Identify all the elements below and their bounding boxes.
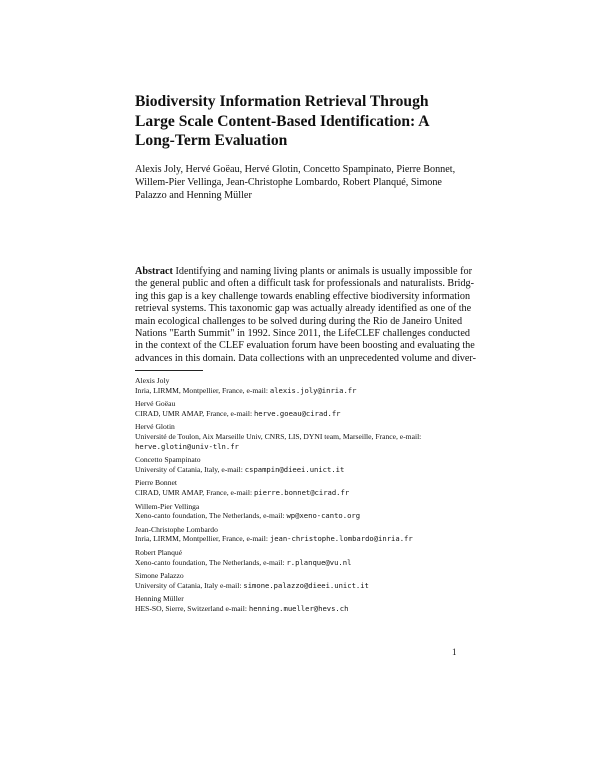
abstract-line: the general public and often a difficult task for professionals and naturalists. Bridg- [135,278,475,290]
affiliation-email[interactable]: pierre.bonnet@cirad.fr [253,487,350,497]
affiliation-email[interactable]: wp@xeno-canto.org [286,511,361,521]
affiliation-institution: Inria, LIRMM, Montpellier, France, e-mail: [135,534,270,544]
affiliation-detail [135,558,460,568]
abstract [135,266,476,365]
affiliation-item [135,376,460,395]
affiliation-item [135,399,460,418]
affiliation-name: Simone Palazzo [135,571,184,581]
author-line: Palazzo and Henning Müller [135,189,252,201]
affiliation-item [135,571,460,590]
affiliation-name: Concetto Spampinato [135,455,201,465]
affiliation-list [135,376,460,617]
affiliation-email[interactable]: simone.palazzo@dieei.unict.it [243,580,369,590]
footnote-rule [135,370,203,371]
affiliation-name: Willem-Pier Vellinga [135,501,200,511]
abstract-first-line [135,266,473,278]
affiliation-name: Hervé Glotin [135,422,175,432]
title-line: Biodiversity Information Retrieval Through [135,93,429,110]
affiliation-name: Henning Müller [135,594,184,604]
page-number: 1 [452,647,457,657]
abstract-line: main ecological challenges to be solved during during the Rio de Janeiro United [135,315,463,327]
author-line: Willem-Pier Vellinga, Jean-Christophe Lombardo, Robert Planqué, Simone [135,176,442,188]
affiliation-item [135,502,460,521]
affiliation-email[interactable]: jean-christophe.lombardo@inria.fr [269,534,413,544]
affiliation-detail [135,604,460,614]
title-line: Long-Term Evaluation [135,132,288,149]
abstract-label: Abstract [135,266,173,277]
affiliation-detail [135,581,460,591]
affiliation-item [135,478,460,497]
affiliation-detail [135,511,460,521]
affiliation-detail [135,488,460,498]
affiliation-name: Jean-Christophe Lombardo [135,524,218,534]
affiliation-institution: Université de Toulon, Aix Marseille Univ, CNRS, LIS, DYNI team, Marseille, France, e-mail: [135,431,422,441]
affiliation-name: Robert Planqué [135,547,183,557]
affiliation-institution: Xeno-canto foundation, The Netherlands, e-mail: [135,511,287,521]
abstract-line: ing this gap is a key challenge towards enabling effective biodiversity information [135,290,471,302]
abstract-line: Nations "Earth Summit" in 1992. Since 2011, the LifeCLEF challenges conducted [135,328,471,340]
affiliation-name: Alexis Joly [135,376,170,385]
affiliation-item [135,455,460,474]
affiliation-email[interactable]: r.planque@vu.nl [286,557,352,567]
affiliation-email[interactable]: herve.glotin@univ-tln.fr [135,441,239,451]
affiliation-email[interactable]: cspampin@dieei.unict.it [244,464,345,474]
affiliation-institution: University of Catania, Italy e-mail: [135,580,244,590]
affiliation-detail [135,409,460,419]
affiliation-institution: CIRAD, UMR AMAP, France, e-mail: [135,408,254,418]
abstract-line: advances in this domain. Data collections with an unprecedented volume and diver- [135,352,476,364]
affiliation-detail [135,534,460,544]
affiliation-institution: CIRAD, UMR AMAP, France, e-mail: [135,487,254,497]
affiliation-institution: University of Catania, Italy, e-mail: [135,464,245,474]
affiliation-institution: Inria, LIRMM, Montpellier, France, e-mail: [135,385,270,395]
affiliation-institution: Xeno-canto foundation, The Netherlands, e-mail: [135,557,287,567]
paper-title [135,92,465,151]
affiliation-email[interactable]: henning.mueller@hevs.ch [248,603,349,613]
affiliation-institution: HES-SO, Sierre, Switzerland e-mail: [135,603,249,613]
title-line: Large Scale Content-Based Identification: A [135,112,430,130]
abstract-line: in the context of the CLEF evaluation forum have been boosting and evaluating the [135,340,475,352]
affiliation-item [135,594,460,613]
affiliation-name: Pierre Bonnet [135,478,177,488]
affiliation-detail [135,465,460,475]
affiliation-item [135,525,460,544]
affiliation-detail [135,386,460,396]
author-list [135,164,465,202]
affiliation-name: Hervé Goëau [135,399,176,409]
affiliation-email[interactable]: herve.goeau@cirad.fr [253,408,341,418]
abstract-text: Identifying and naming living plants or animals is usually impossible for [175,266,473,277]
abstract-line: retrieval systems. This taxonomic gap was actually already identified as one of the [135,303,472,315]
author-line: Alexis Joly, Hervé Goëau, Hervé Glotin, Concetto Spampinato, Pierre Bonnet, [135,164,456,175]
affiliation-item [135,548,460,567]
affiliation-email[interactable]: alexis.joly@inria.fr [269,385,357,395]
affiliation-item [135,422,460,451]
